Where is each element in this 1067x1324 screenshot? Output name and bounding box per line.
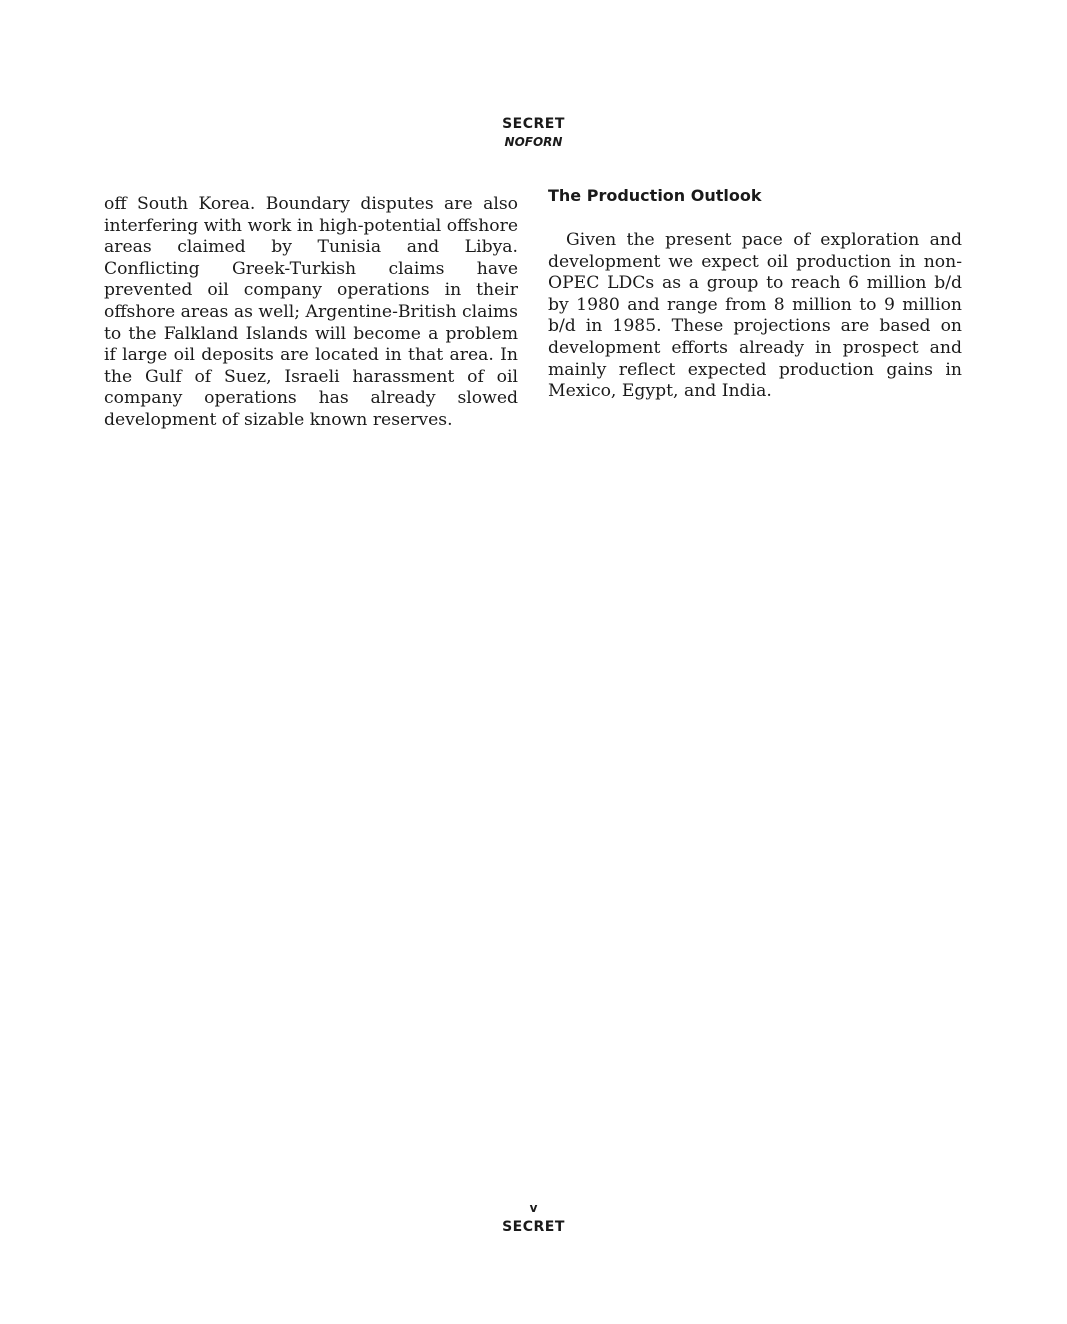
- right-column: [548, 185, 962, 403]
- right-column-paragraph: Given the present pace of exploration and development we expect oil production in non-OPEC LDCs as a group to reach 6 million b/d by 1980 and range from 8 million to 9 million b/d in 1985. These projections are based on development efforts already in prospect and mainly reflect expected production gains in Mexico, Egypt, and India.: [548, 230, 962, 402]
- top-classification-marking: SECRET: [502, 116, 565, 132]
- left-column-paragraph: off South Korea. Boundary disputes are also interfering with work in high-potential offshore areas claimed by Tunisia and Libya. Conflicting Greek-Turkish claims have prevented oil company operations in their offshore areas as well; Argentine-British claims to the Falkland Islands will become a problem if large oil deposits are located in that area. In the Gulf of Suez, Israeli harassment of oil company operations has already slowed development of sizable known reserves.: [104, 194, 518, 430]
- left-column: [104, 194, 518, 432]
- page-number: v: [529, 1201, 538, 1215]
- bottom-classification-marking: SECRET: [502, 1219, 565, 1235]
- section-heading: The Production Outlook: [548, 186, 762, 205]
- dissemination-caveat: NOFORN: [504, 135, 563, 149]
